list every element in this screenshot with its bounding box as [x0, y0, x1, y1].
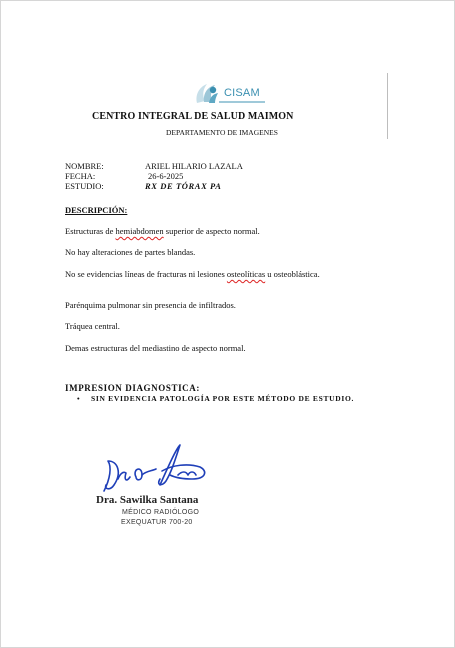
p1-misspelled-word: hemiabdomen	[115, 226, 164, 236]
doctor-name: Dra. Sawilka Santana	[96, 494, 199, 506]
description-paragraph-2: No hay alteraciones de partes blandas.	[65, 247, 196, 257]
patient-fields	[65, 161, 243, 191]
p3-text-c: u osteoblástica.	[265, 269, 320, 279]
doctor-role: MÉDICO RADIÓLOGO	[122, 509, 200, 516]
impression-item	[79, 394, 354, 403]
description-title: DESCRIPCIÓN:	[65, 205, 128, 215]
signature-icon	[96, 441, 216, 497]
p1-text-c: superior de aspecto normal.	[163, 226, 260, 236]
bullet-icon: •	[77, 394, 81, 403]
date-label: FECHA:	[65, 171, 96, 181]
date-value: 26-6-2025	[148, 171, 184, 181]
impression-item-text: SIN EVIDENCIA PATOLOGÍA POR ESTE MÉTODO DE ESTUDIO.	[91, 394, 355, 403]
description-paragraph-6: Demas estructuras del mediastino de aspecto normal.	[65, 343, 246, 353]
description-paragraph-4: Parénquima pulmonar sin presencia de infiltrados.	[65, 300, 236, 310]
department-name: DEPARTAMENTO DE IMAGENES	[166, 128, 278, 137]
study-label: ESTUDIO:	[65, 181, 104, 191]
name-label: NOMBRE:	[65, 161, 104, 171]
p3-text-a: No se evidencias líneas de fracturas ni lesiones	[65, 269, 227, 279]
description-paragraph-3	[65, 269, 355, 279]
organization-name: CENTRO INTEGRAL DE SALUD MAIMON	[92, 111, 294, 122]
logo-text: CISAM	[224, 87, 260, 99]
cisam-emblem-icon	[193, 81, 223, 107]
cisam-logo	[193, 81, 263, 107]
name-row	[65, 161, 243, 171]
name-value: ARIEL HILARIO LAZALA	[145, 161, 243, 171]
description-paragraph-1	[65, 226, 355, 236]
p1-text-a: Estructuras de	[65, 226, 116, 236]
study-row	[65, 181, 243, 191]
header-divider	[387, 73, 388, 139]
impression-title: IMPRESION DIAGNOSTICA:	[65, 383, 200, 393]
logo-tagline-bar	[219, 101, 265, 103]
p3-misspelled-word: osteolíticas	[226, 269, 266, 279]
study-value: RX DE TÓRAX PA	[145, 181, 222, 191]
date-row	[65, 171, 243, 181]
description-paragraph-5: Tráquea central.	[65, 321, 120, 331]
doctor-exequatur: EXEQUATUR 700-20	[121, 519, 193, 526]
